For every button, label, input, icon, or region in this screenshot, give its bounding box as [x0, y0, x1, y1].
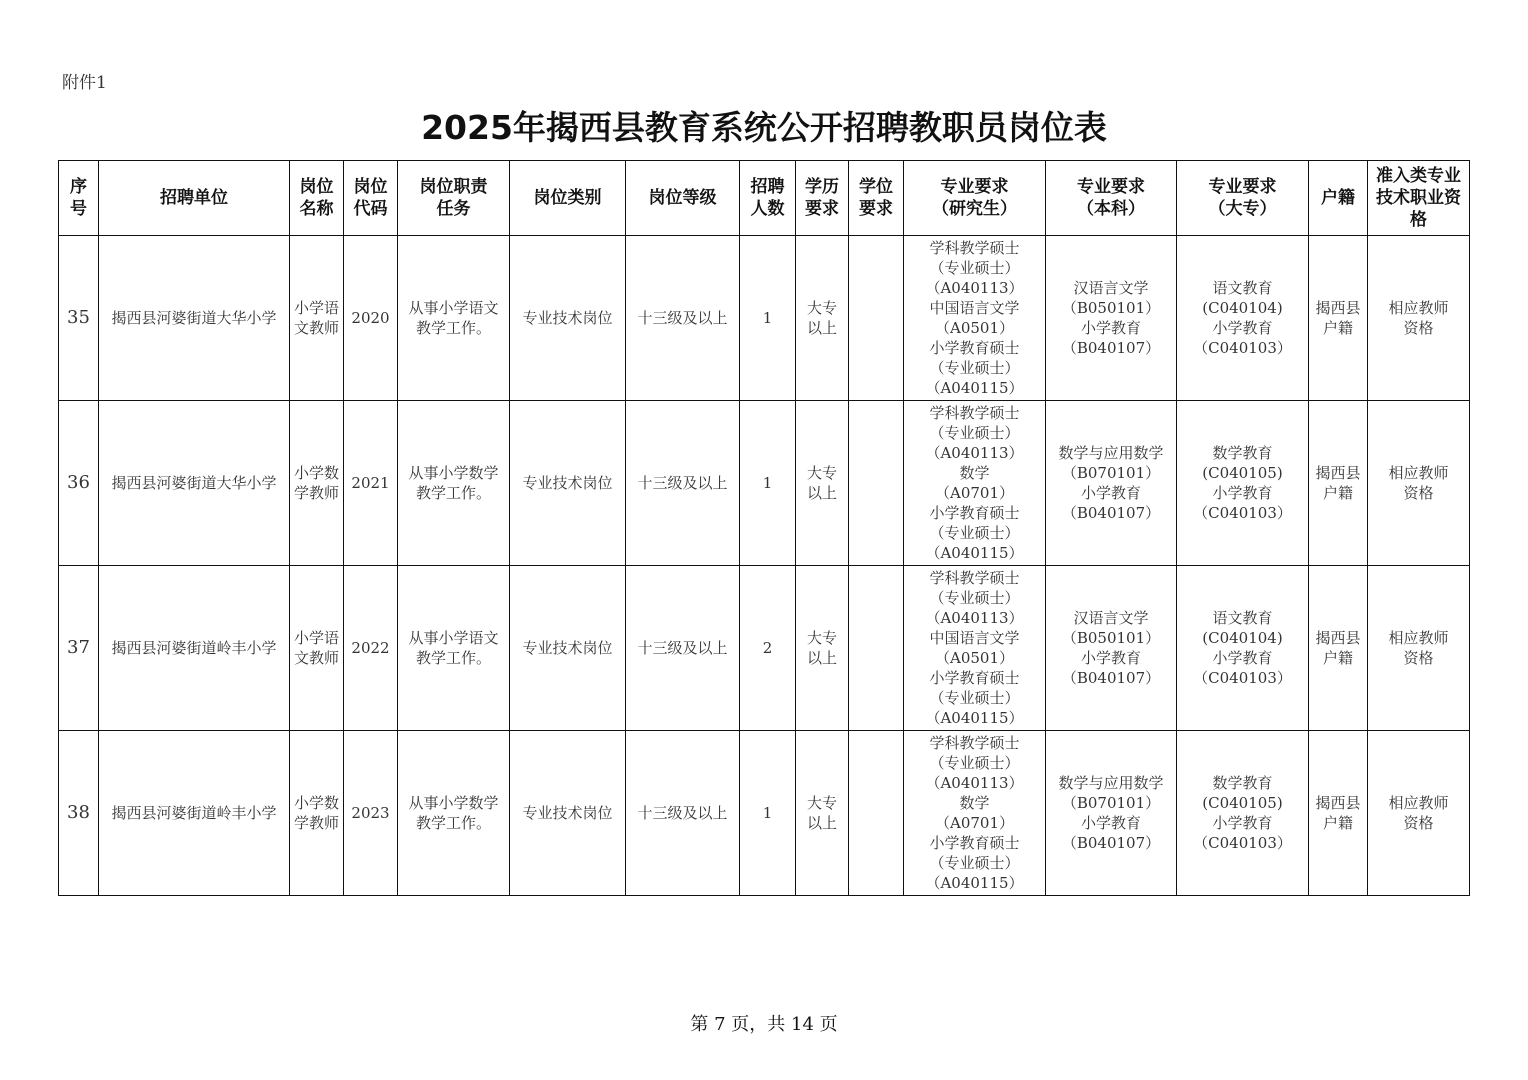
- cell-major-bachelor: 数学与应用数学 （B070101） 小学教育 （B040107）: [1046, 731, 1177, 896]
- header-major-graduate: 专业要求 （研究生）: [904, 161, 1046, 236]
- cell-post-name: 小学语 文教师: [290, 236, 344, 401]
- cell-education: 大专 以上: [796, 731, 849, 896]
- cell-post-code: 2020: [344, 236, 398, 401]
- cell-seq: 36: [59, 401, 99, 566]
- cell-post-name: 小学数 学教师: [290, 731, 344, 896]
- cell-category: 专业技术岗位: [510, 566, 626, 731]
- cell-duty: 从事小学语文 教学工作。: [398, 236, 510, 401]
- cell-qualification: 相应教师 资格: [1368, 566, 1470, 731]
- cell-degree: [849, 236, 904, 401]
- page-title: 2025年揭西县教育系统公开招聘教职员岗位表: [421, 108, 1107, 147]
- cell-post-name: 小学数 学教师: [290, 401, 344, 566]
- page-footer: 第 7 页，共 14 页: [690, 1014, 838, 1035]
- cell-major-college: 语文教育 (C040104) 小学教育 （C040103）: [1177, 236, 1309, 401]
- cell-duty: 从事小学语文 教学工作。: [398, 566, 510, 731]
- header-post-name: 岗位 名称: [290, 161, 344, 236]
- header-major-college: 专业要求 （大专）: [1177, 161, 1309, 236]
- cell-category: 专业技术岗位: [510, 401, 626, 566]
- cell-unit: 揭西县河婆街道大华小学: [99, 401, 290, 566]
- header-unit: 招聘单位: [99, 161, 290, 236]
- cell-major-graduate: 学科教学硕士 （专业硕士） （A040113） 数学 （A0701） 小学教育硕士 （专业硕士） （A040115）: [904, 731, 1046, 896]
- cell-category: 专业技术岗位: [510, 236, 626, 401]
- header-count: 招聘 人数: [740, 161, 796, 236]
- table-row: [59, 731, 1470, 896]
- cell-education: 大专 以上: [796, 236, 849, 401]
- cell-category: 专业技术岗位: [510, 731, 626, 896]
- cell-count: 1: [740, 731, 796, 896]
- cell-degree: [849, 731, 904, 896]
- cell-education: 大专 以上: [796, 566, 849, 731]
- cell-major-graduate: 学科教学硕士 （专业硕士） （A040113） 中国语言文学 （A0501） 小学教育硕士 （专业硕士） （A040115）: [904, 236, 1046, 401]
- cell-post-name: 小学语 文教师: [290, 566, 344, 731]
- cell-major-graduate: 学科教学硕士 （专业硕士） （A040113） 数学 （A0701） 小学教育硕士 （专业硕士） （A040115）: [904, 401, 1046, 566]
- cell-level: 十三级及以上: [626, 731, 740, 896]
- header-education: 学历 要求: [796, 161, 849, 236]
- cell-major-college: 数学教育 (C040105) 小学教育 （C040103）: [1177, 731, 1309, 896]
- cell-level: 十三级及以上: [626, 236, 740, 401]
- cell-major-bachelor: 汉语言文学 （B050101） 小学教育 （B040107）: [1046, 566, 1177, 731]
- header-post-code: 岗位 代码: [344, 161, 398, 236]
- cell-duty: 从事小学数学 教学工作。: [398, 401, 510, 566]
- cell-major-bachelor: 数学与应用数学 （B070101） 小学教育 （B040107）: [1046, 401, 1177, 566]
- table-row: [59, 566, 1470, 731]
- cell-major-graduate: 学科教学硕士 （专业硕士） （A040113） 中国语言文学 （A0501） 小学教育硕士 （专业硕士） （A040115）: [904, 566, 1046, 731]
- cell-unit: 揭西县河婆街道岭丰小学: [99, 566, 290, 731]
- header-category: 岗位类别: [510, 161, 626, 236]
- cell-qualification: 相应教师 资格: [1368, 401, 1470, 566]
- header-duty: 岗位职责 任务: [398, 161, 510, 236]
- cell-level: 十三级及以上: [626, 566, 740, 731]
- cell-hukou: 揭西县 户籍: [1309, 731, 1368, 896]
- header-degree: 学位 要求: [849, 161, 904, 236]
- cell-education: 大专 以上: [796, 401, 849, 566]
- cell-post-code: 2021: [344, 401, 398, 566]
- cell-unit: 揭西县河婆街道岭丰小学: [99, 731, 290, 896]
- cell-hukou: 揭西县 户籍: [1309, 401, 1368, 566]
- table-row: [59, 401, 1470, 566]
- header-major-bachelor: 专业要求 （本科）: [1046, 161, 1177, 236]
- cell-duty: 从事小学数学 教学工作。: [398, 731, 510, 896]
- attachment-label: 附件1: [62, 73, 107, 93]
- header-qualification: 准入类专业 技术职业资 格: [1368, 161, 1470, 236]
- cell-major-college: 语文教育 (C040104) 小学教育 （C040103）: [1177, 566, 1309, 731]
- table-row: [59, 236, 1470, 401]
- header-seq: 序 号: [59, 161, 99, 236]
- cell-post-code: 2022: [344, 566, 398, 731]
- cell-seq: 37: [59, 566, 99, 731]
- job-posts-table: [58, 160, 1470, 896]
- cell-major-bachelor: 汉语言文学 （B050101） 小学教育 （B040107）: [1046, 236, 1177, 401]
- cell-count: 1: [740, 401, 796, 566]
- cell-unit: 揭西县河婆街道大华小学: [99, 236, 290, 401]
- cell-count: 2: [740, 566, 796, 731]
- cell-seq: 35: [59, 236, 99, 401]
- cell-qualification: 相应教师 资格: [1368, 236, 1470, 401]
- table-header-row: [59, 161, 1470, 236]
- cell-qualification: 相应教师 资格: [1368, 731, 1470, 896]
- cell-level: 十三级及以上: [626, 401, 740, 566]
- cell-post-code: 2023: [344, 731, 398, 896]
- cell-hukou: 揭西县 户籍: [1309, 236, 1368, 401]
- header-level: 岗位等级: [626, 161, 740, 236]
- cell-count: 1: [740, 236, 796, 401]
- cell-degree: [849, 401, 904, 566]
- cell-major-college: 数学教育 (C040105) 小学教育 （C040103）: [1177, 401, 1309, 566]
- header-hukou: 户籍: [1309, 161, 1368, 236]
- cell-hukou: 揭西县 户籍: [1309, 566, 1368, 731]
- cell-seq: 38: [59, 731, 99, 896]
- cell-degree: [849, 566, 904, 731]
